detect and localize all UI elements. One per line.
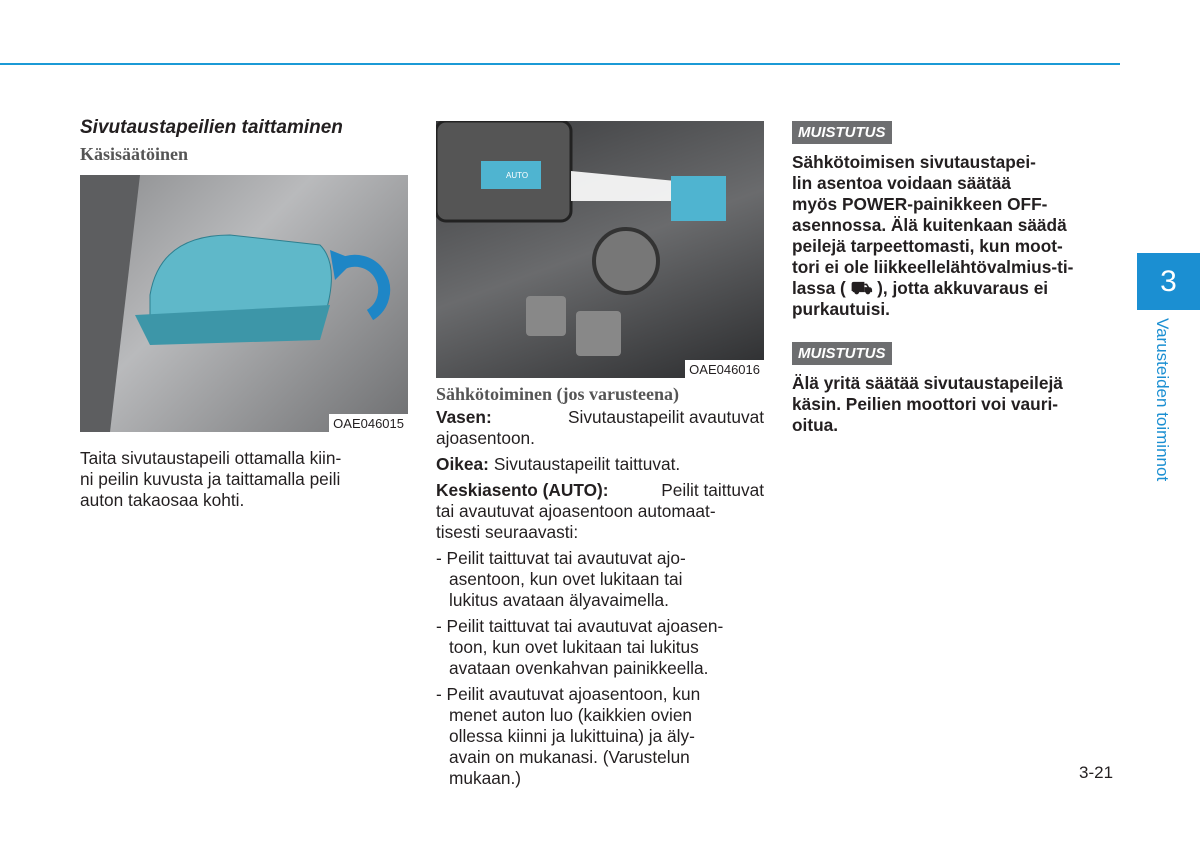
text-line: [436, 747, 764, 768]
caution-badge: MUISTUTUS: [792, 121, 892, 144]
text-line: [436, 501, 764, 522]
line-text: - Peilit taittuvat tai avautuvat ajoasen-: [436, 616, 724, 636]
line-text: ni peilin kuvusta ja taittamalla peili: [80, 469, 341, 489]
switch-illustration: [436, 121, 764, 378]
line-text: lukitus avataan älyavaimella.: [449, 590, 669, 610]
text-line: [792, 373, 1120, 394]
page-number: 3-21: [1079, 763, 1114, 782]
text-line: [436, 616, 764, 637]
text-line: [436, 480, 764, 501]
line-text: tai avautuvat ajoasentoon automaat-: [436, 501, 716, 521]
text-line: [792, 194, 1120, 215]
header-rule: [0, 63, 1120, 65]
manual-folding-text: [80, 448, 408, 511]
auto-label: AUTO: [506, 171, 529, 180]
text-line: [792, 215, 1120, 236]
switch-figure: [436, 121, 764, 378]
text-line: [436, 590, 764, 611]
line-text: myös POWER-painikkeen OFF-: [792, 194, 1048, 214]
chapter-tab: 3: [1137, 253, 1200, 310]
text-line: [436, 548, 764, 569]
text-line: [436, 454, 764, 475]
text-line: [792, 257, 1120, 278]
line-text: ajoasentoon.: [436, 428, 535, 448]
paragraph: [792, 152, 1120, 320]
line-text: mukaan.): [449, 768, 522, 788]
line-text: käsin. Peilien moottori voi vauri-: [792, 394, 1059, 414]
text-line: [436, 428, 764, 449]
line-text: Älä yritä säätää sivutaustapeilejä: [792, 373, 1063, 393]
text-line: [436, 684, 764, 705]
line-text: Sivutaustapeilit avautuvat: [568, 407, 764, 427]
text-line: [792, 415, 1120, 436]
paragraph: [80, 448, 408, 511]
caution-note: [792, 121, 1120, 320]
line-text: toon, kun ovet lukitaan tai lukitus: [449, 637, 699, 657]
line-text: asentoon, kun ovet lukitaan tai: [449, 569, 683, 589]
text-line: [80, 490, 408, 511]
text-line: [436, 768, 764, 789]
caution-badge: MUISTUTUS: [792, 342, 892, 365]
line-text: menet auton luo (kaikkien ovien: [449, 705, 693, 725]
paragraph-label: Oikea:: [436, 454, 489, 474]
note-text: [792, 152, 1120, 320]
line-text: lassa ( ⛟ ), jotta akkuvaraus ei: [792, 278, 1049, 298]
bullet-item: [436, 616, 764, 679]
line-text: auton takaosaa kohti.: [80, 490, 245, 510]
line-text: - Peilit avautuvat ajoasentoon, kun: [436, 684, 701, 704]
text-line: [80, 448, 408, 469]
line-text: oitua.: [792, 415, 839, 435]
paragraph: [792, 373, 1120, 436]
paragraph: [436, 407, 764, 449]
mirror-figure: [80, 175, 408, 432]
column-notes: [792, 121, 1120, 458]
line-text: peilejä tarpeettomasti, kun moot-: [792, 236, 1063, 256]
column-electric-folding: [436, 121, 764, 794]
paragraph-label: Vasen:: [436, 407, 492, 427]
text-line: [436, 522, 764, 543]
line-text: Taita sivutaustapeili ottamalla kiin-: [80, 448, 342, 468]
text-line: [792, 299, 1120, 320]
column-manual-folding: [80, 117, 408, 516]
line-text: ollessa kiinni ja lukittuina) ja äly-: [449, 726, 695, 746]
line-text: avataan ovenkahvan painikkeella.: [449, 658, 709, 678]
section-title: Sivutaustapeilien taittaminen: [80, 117, 343, 138]
electric-folding-text: [436, 407, 764, 789]
line-text: lin asentoa voidaan säätää: [792, 173, 1011, 193]
text-line: [436, 726, 764, 747]
line-text: Sivutaustapeilit taittuvat.: [493, 454, 681, 474]
mirror-illustration: [80, 175, 408, 432]
paragraph-label: Keskiasento (AUTO):: [436, 480, 609, 500]
text-line: [436, 705, 764, 726]
line-text: tori ei ole liikkeellelähtövalmius-ti-: [792, 257, 1074, 277]
bullet-item: [436, 684, 764, 789]
text-line: [436, 569, 764, 590]
text-line: [436, 658, 764, 679]
text-line: [436, 407, 764, 428]
text-line: [792, 236, 1120, 257]
line-text: tisesti seuraavasti:: [436, 522, 579, 542]
text-line: [80, 469, 408, 490]
line-text: Peilit taittuvat: [661, 480, 764, 500]
line-text: purkautuisi.: [792, 299, 890, 319]
line-text: - Peilit taittuvat tai avautuvat ajo-: [436, 548, 686, 568]
paragraph: [436, 480, 764, 543]
note-text: [792, 373, 1120, 436]
bullet-item: [436, 548, 764, 611]
line-text: asennossa. Älä kuitenkaan säädä: [792, 215, 1067, 235]
subsection-title: Käsisäätöinen: [80, 144, 189, 164]
subsection-title: Sähkötoiminen (jos varusteena): [436, 384, 680, 404]
figure-code: OAE046016: [685, 360, 764, 378]
paragraph: [436, 454, 764, 475]
chapter-title: Varusteiden toiminnot: [1153, 318, 1172, 482]
figure-code: OAE046015: [329, 414, 408, 432]
text-line: [792, 278, 1120, 299]
line-text: avain on mukanasi. (Varustelun: [449, 747, 690, 767]
text-line: [792, 152, 1120, 173]
text-line: [792, 394, 1120, 415]
line-text: Sähkötoimisen sivutaustapei-: [792, 152, 1036, 172]
caution-note: [792, 342, 1120, 436]
text-line: [792, 173, 1120, 194]
text-line: [436, 637, 764, 658]
